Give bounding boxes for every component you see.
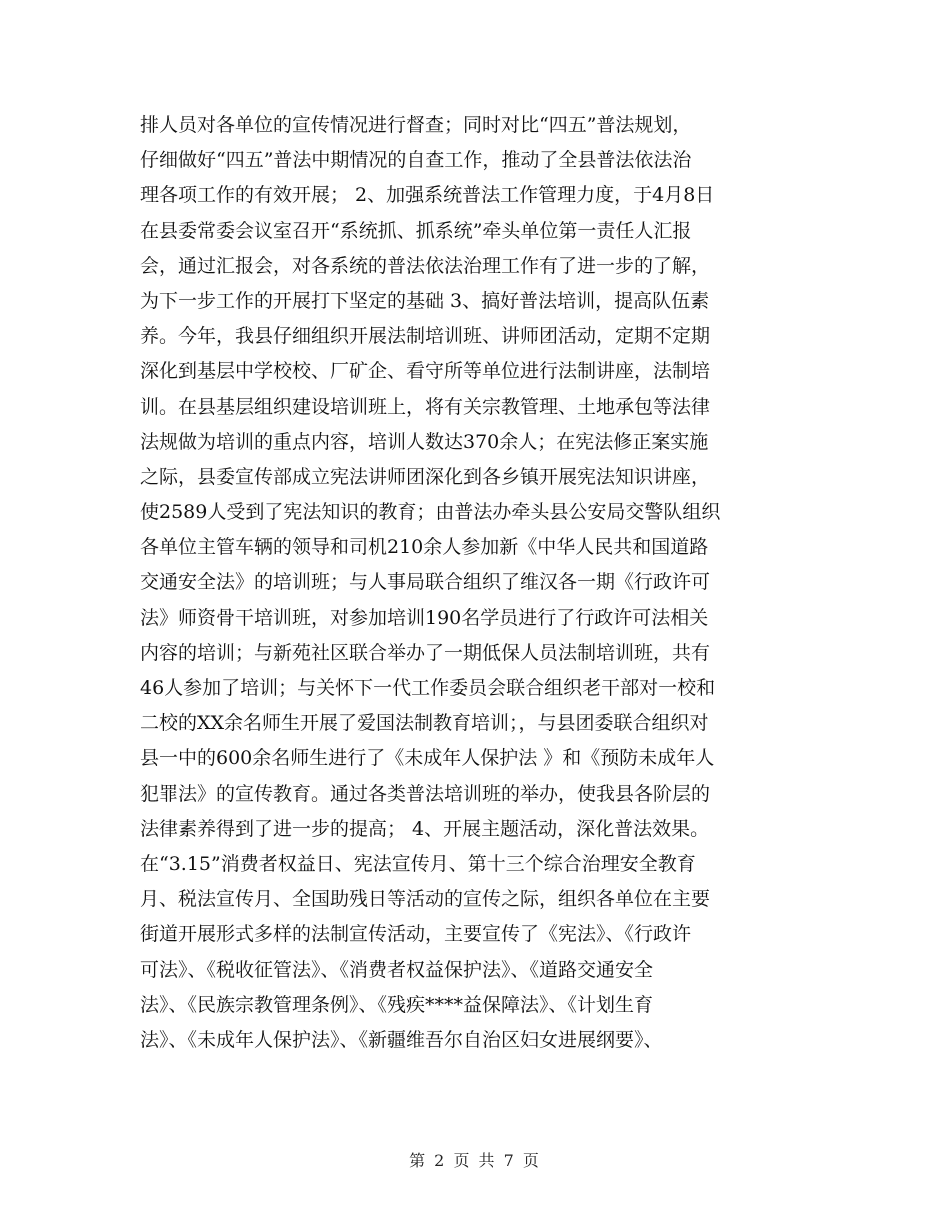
text-line: 法》、《民族宗教管理条例》、《残疾****益保障法》、《计划生育: [140, 993, 654, 1016]
text-line: 可法》、《税收征管法》、《消费者权益保护法》、《道路交通安全: [140, 958, 654, 981]
text-line: 使2589人受到了宪法知识的教育；由普法办牵头县公安局交警队组织: [140, 501, 721, 524]
text-line: 各单位主管车辆的领导和司机210余人参加新《中华人民共和国道路: [140, 536, 709, 559]
text-line: 法》师资骨干培训班，对参加培训190名学员进行了行政许可法相关: [140, 606, 709, 629]
page-footer: [0, 1148, 950, 1171]
text-line: 法规做为培训的重点内容，培训人数达370余人；在宪法修正案实施: [140, 430, 709, 453]
text-line: 会，通过汇报会，对各系统的普法依法治理工作有了进一步的了解，: [140, 254, 711, 277]
text-line: 在县委常委会议室召开“系统抓、抓系统”牵头单位第一责任人汇报: [140, 219, 692, 242]
text-line: 法》、《未成年人保护法》、《新疆维吾尔自治区妇女进展纲要》、: [140, 1028, 663, 1051]
text-line: 46人参加了培训；与关怀下一代工作委员会联合组织老干部对一校和: [140, 677, 716, 699]
text-line: 理各项工作的有效开展； 2、加强系统普法工作管理力度，于4月8日: [140, 184, 715, 207]
text-line: 在“3.15”消费者权益日、宪法宣传月、第十三个综合治理安全教育: [140, 852, 696, 875]
text-line: 训。在县基层组织建设培训班上，将有关宗教管理、土地承包等法律: [140, 395, 711, 418]
text-line: 仔细做好“四五”普法中期情况的自查工作，推动了全县普法依法治: [140, 149, 692, 172]
text-line: 深化到基层中学校校、厂矿企、看守所等单位进行法制讲座，法制培: [140, 360, 711, 383]
text-line: 交通安全法》的培训班；与人事局联合组织了维汉各一期《行政许可: [140, 571, 711, 594]
text-line: 之际，县委宣传部成立宪法讲师团深化到各乡镇开展宪法知识讲座，: [140, 465, 711, 488]
text-line: 法律素养得到了进一步的提高； 4、开展主题活动，深化普法效果。: [140, 817, 710, 840]
text-line: 犯罪法》的宣传教育。通过各类普法培训班的举办，使我县各阶层的: [140, 782, 711, 805]
text-line: 内容的培训；与新苑社区联合举办了一期低保人员法制培训班，共有: [140, 641, 711, 664]
text-line: 县一中的600余名师生进行了《未成年人保护法 》和《预防未成年人: [140, 747, 715, 770]
text-line: 二校的XX余名师生开展了爱国法制教育培训；，与县团委联合组织对: [140, 712, 709, 735]
text-line: 月、税法宣传月、全国助残日等活动的宣传之际，组织各单位在主要: [140, 888, 711, 911]
page-number: 第 2 页 共 7 页: [409, 1151, 541, 1170]
text-line: 为下一步工作的开展打下坚定的基础 3、搞好普法培训，提高队伍素: [140, 289, 710, 312]
body-text: [140, 108, 820, 1058]
text-line: 街道开展形式多样的法制宣传活动，主要宣传了《宪法》、《行政许: [140, 923, 692, 946]
text-line: 排人员对各单位的宣传情况进行督查；同时对比“四五”普法规划，: [140, 114, 692, 136]
text-line: 养。今年，我县仔细组织开展法制培训班、讲师团活动，定期不定期: [140, 325, 711, 348]
